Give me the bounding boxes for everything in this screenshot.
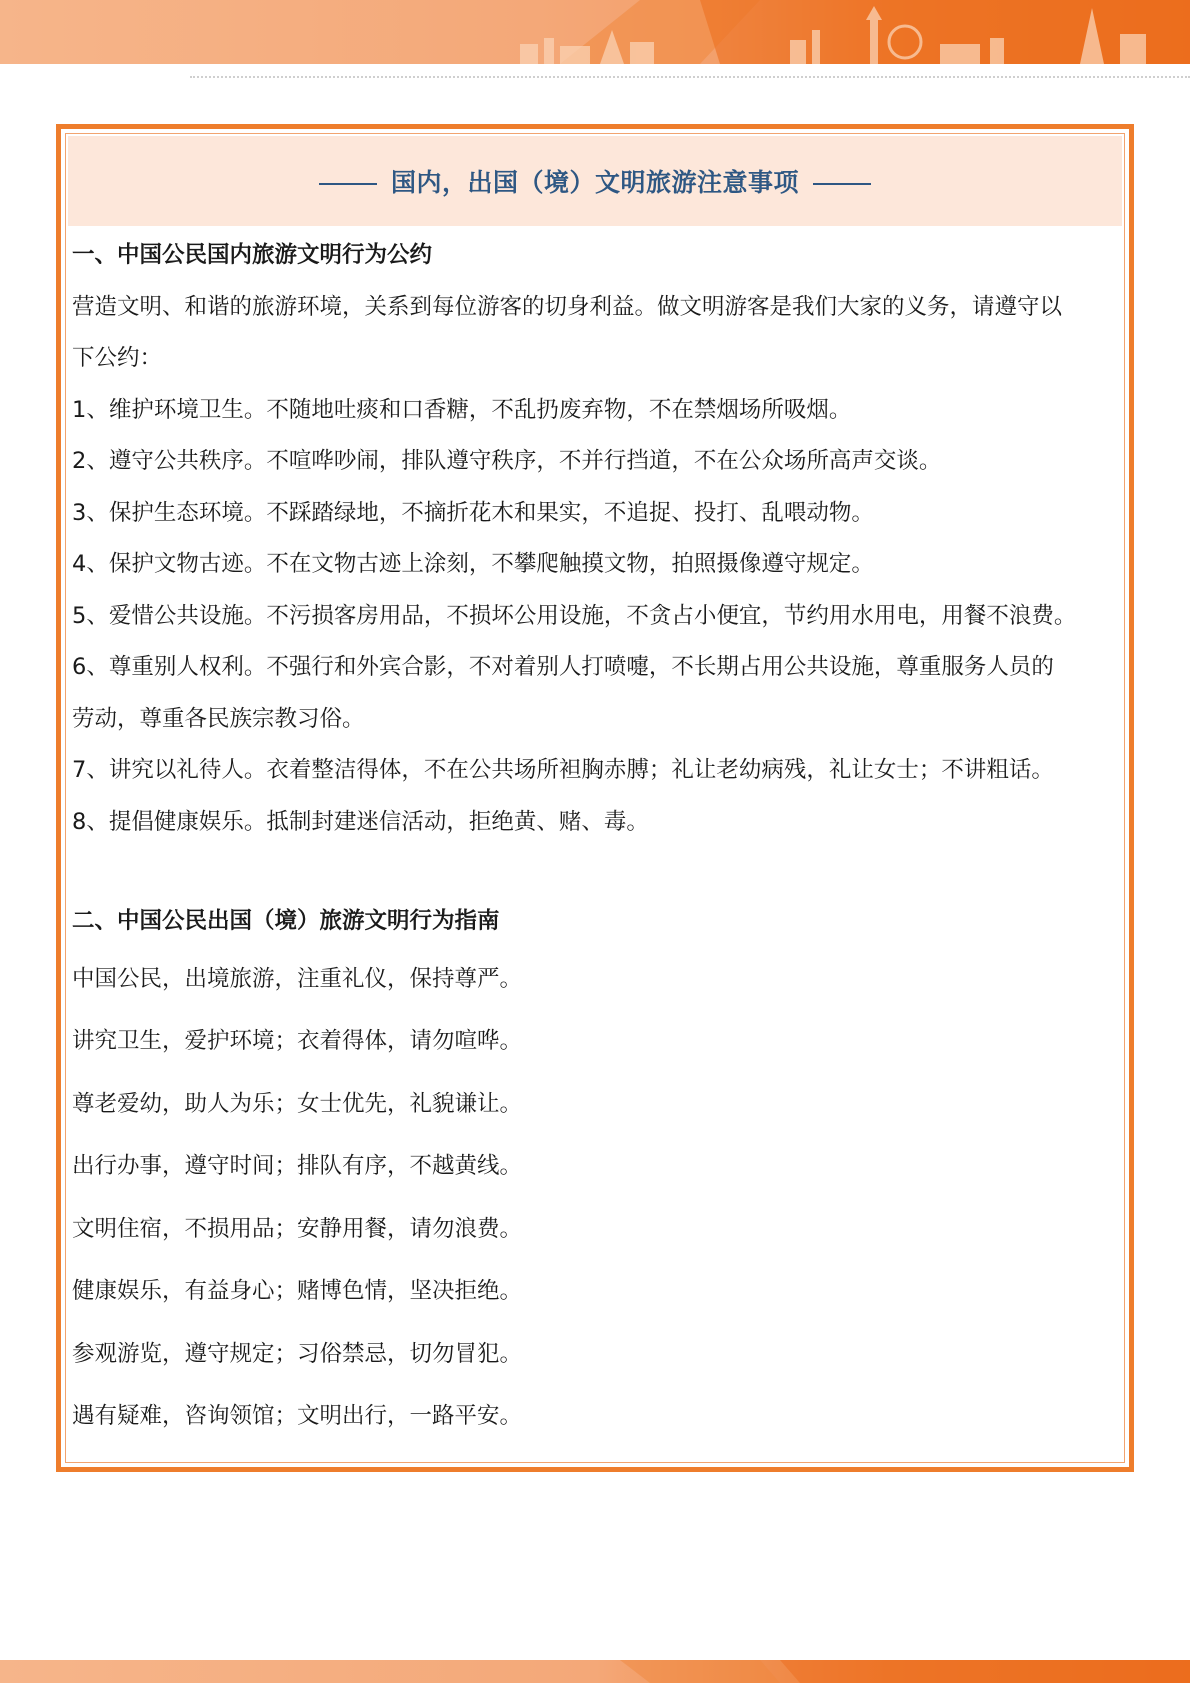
- title-band: [68, 136, 1122, 226]
- footer-banner: [0, 1660, 1190, 1683]
- section-gap: [72, 848, 1126, 896]
- section1-item-6: 6、尊重别人权利。不强行和外宾合影，不对着别人打喷嚏，不长期占用公共设施，尊重服务人员的: [72, 654, 1054, 680]
- section1-item-5: 5、爱惜公共设施。不污损客房用品，不损坏公用设施，不贪占小便宜，节约用水用电，用餐不浪费。: [72, 602, 1077, 629]
- section2-item-8: 遇有疑难，咨询领馆；文明出行，一路平安。: [72, 1403, 523, 1429]
- section1-intro-line2: 下公约：: [72, 345, 163, 371]
- title-dash-right: [813, 183, 871, 185]
- section1-item-2: 2、遵守公共秩序。不喧哗吵闹，排队遵守秩序，不并行挡道，不在公众场所高声交谈。: [72, 448, 942, 474]
- section2-item-5: 文明住宿，不损用品；安静用餐，请勿浪费。: [72, 1215, 523, 1242]
- header-banner: [0, 0, 1190, 64]
- section1-intro-line1: 营造文明、和谐的旅游环境，关系到每位游客的切身利益。做文明游客是我们大家的义务，请遵守以: [72, 293, 1063, 320]
- section2-item-7: 参观游览，遵守规定；习俗禁忌，切勿冒犯。: [72, 1340, 523, 1367]
- section1-item-1: 1、维护环境卫生。不随地吐痰和口香糖，不乱扔废弃物，不在禁烟场所吸烟。: [72, 396, 852, 423]
- footer-decoration-icon: [0, 1660, 1190, 1683]
- section1-item-8: 8、提倡健康娱乐。抵制封建迷信活动，拒绝黄、赌、毒。: [72, 808, 649, 835]
- section1-item-7: 7、讲究以礼待人。衣着整洁得体，不在公共场所袒胸赤膊；礼让老幼病残，礼让女士；不讲粗话。: [72, 757, 1054, 783]
- section1-heading: 一、中国公民国内旅游文明行为公约: [72, 242, 433, 268]
- header-divider: [190, 76, 1190, 78]
- section2-item-3: 尊老爱幼，助人为乐；女士优先，礼貌谦让。: [72, 1090, 523, 1117]
- page-title-text: 国内，出国（境）文明旅游注意事项: [390, 168, 799, 197]
- title-dash-left: [319, 183, 377, 185]
- section2-heading: 二、中国公民出国（境）旅游文明行为指南: [72, 908, 500, 934]
- section2-item-1: 中国公民，出境旅游，注重礼仪，保持尊严。: [72, 965, 523, 992]
- section2-item-6: 健康娱乐，有益身心；赌博色情，坚决拒绝。: [72, 1278, 523, 1304]
- document-body: [72, 230, 1126, 1448]
- section1-item-3: 3、保护生态环境。不踩踏绿地，不摘折花木和果实，不追捉、投打、乱喂动物。: [72, 499, 874, 526]
- skyline-decoration-icon: [0, 0, 1190, 64]
- section2-list: [72, 948, 1126, 1448]
- section2-item-4: 出行办事，遵守时间；排队有序，不越黄线。: [72, 1153, 523, 1179]
- page-title: [305, 163, 885, 199]
- section2-item-2: 讲究卫生，爱护环境；衣着得体，请勿喧哗。: [72, 1028, 523, 1054]
- section1-item-6-cont: 劳动，尊重各民族宗教习俗。: [72, 705, 365, 732]
- section1-item-4: 4、保护文物古迹。不在文物古迹上涂刻，不攀爬触摸文物，拍照摄像遵守规定。: [72, 551, 874, 577]
